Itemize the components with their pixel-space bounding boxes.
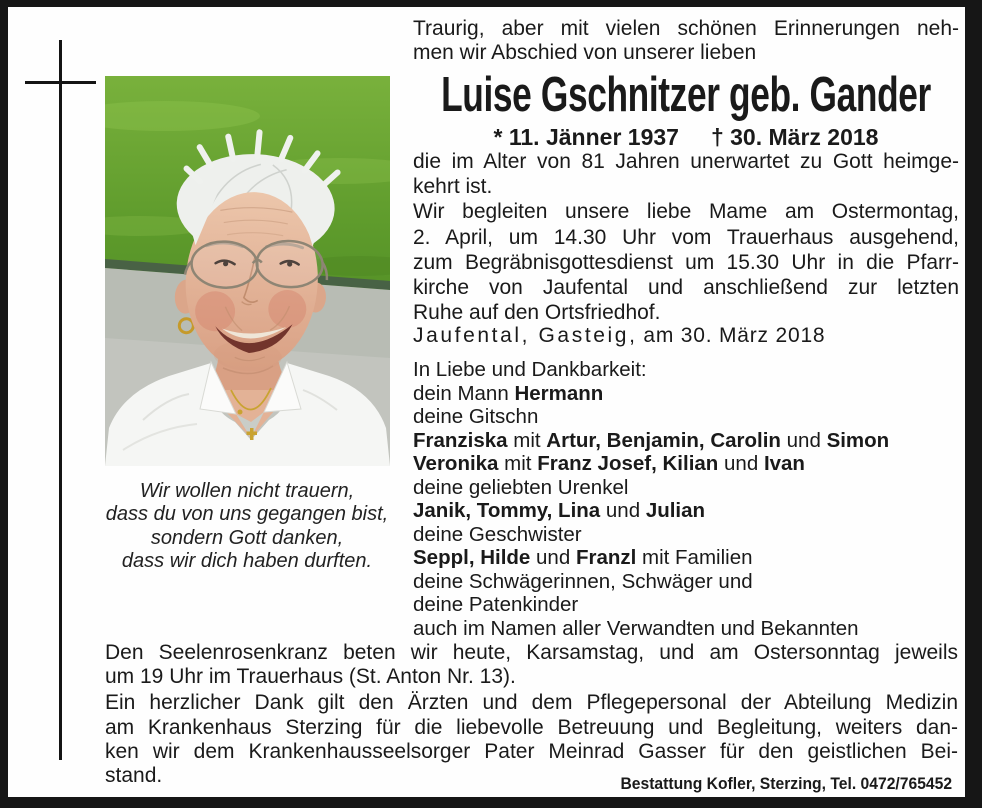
cross-icon [59,40,62,760]
announcement-line: kirche von Jaufental und anschließend zur letzten [413,276,959,300]
mourner-line [413,429,959,453]
mourner-name: Franziska [413,428,508,452]
mourner-name: Franz Josef, Kilian [537,452,719,475]
mourner-text: und [600,499,646,522]
mourner-text: deine Schwägerinnen, Schwäger und [413,569,753,593]
mourner-name: Janik, Tommy, Lina [413,499,601,522]
bottom-notices [105,641,958,788]
cross-icon-bar [25,81,96,84]
verse-line: dass wir dich haben durften. [121,549,373,572]
birth-death-dates [413,124,959,150]
paper-sheet [8,7,965,797]
mourner-line [413,523,959,547]
date: am 30. März 2018 [643,324,826,347]
funeral-home-credit: Bestattung Kofler, Sterzing, Tel. 0472/765452 [620,775,952,793]
announcement-line: Ruhe auf den Ortsfriedhof. [413,301,661,325]
mourner-name: Franzl [575,546,637,569]
mourner-text: mit Familien [636,546,753,569]
verse-line: sondern Gott danken, [150,526,344,549]
mourner-text: dein Mann [413,381,515,405]
mourner-line [413,476,959,500]
announcement-paragraph [413,149,959,325]
deceased-name-heading [413,70,959,122]
mourner-name: Seppl, Hilde [413,546,531,569]
thanks-notice [105,691,958,788]
mourner-line [413,405,959,429]
mourner-name: Artur, Benjamin, Carolin [546,428,781,452]
announcement-line: Wir begleiten unsere liebe Mame am Ostermontag, [413,200,959,224]
mourner-name: Simon [826,428,890,452]
mourner-line [413,546,959,570]
birth-date: * 11. Jänner 1937 [493,124,679,150]
mourner-text: auch im Namen aller Verwandten und Bekannten [413,616,859,640]
mourner-text: und [780,428,827,452]
mourner-text: deine Gitschn [413,405,539,428]
portrait-photo [105,76,390,466]
announcement-line: die im Alter von 81 Jahren unerwartet zu Gott heimge- [413,150,959,173]
mourner-text: mit [507,428,547,452]
notice-line: Den Seelenrosenkranz beten wir heute, Karsamstag, und am Ostersonntag jeweils [105,641,958,664]
mourner-line [413,570,959,594]
announcement-line: 2. April, um 14.30 Uhr vom Trauerhaus ausgehend, [413,225,959,249]
announcement-line: kehrt ist. [413,175,493,199]
mourner-text: mit [498,452,538,475]
mourner-line [413,593,959,617]
deceased-name: Luise Gschnitzer geb. Gander [441,68,931,122]
death-date: † 30. März 2018 [710,124,879,150]
verse-line: Wir wollen nicht trauern, [139,480,355,502]
place-dateline [413,324,959,348]
mourner-text: und [718,452,764,475]
mourner-line [413,452,959,476]
mourner-text: In Liebe und Dankbarkeit: [413,358,647,381]
notice-line: am Krankenhaus Sterzing für die liebevolle Betreuung und Begleitung, weiters dan- [105,715,958,739]
mourner-text: deine geliebten Urenkel [413,475,629,499]
mourner-name: Hermann [514,381,604,405]
mourner-text: deine Geschwister [413,522,582,546]
mourner-line [413,617,959,641]
mourner-text: deine Patenkinder [413,593,579,616]
mourners-list [413,358,959,640]
notice-line: Ein herzlicher Dank gilt den Ärzten und dem Pflegepersonal der Abteilung Medizin [105,691,958,715]
mourner-name: Ivan [763,452,805,475]
notice-line: ken wir dem Krankenhausseelsorger Pater Meinrad Gasser für den geistlichen Bei- [105,739,958,763]
memorial-verse [67,480,427,573]
intro-line: men wir Abschied von unserer lieben [413,41,757,64]
mourner-text: und [530,546,576,569]
mourner-line [413,382,959,406]
mourner-line [413,358,959,382]
place: Jaufental, Gasteig, [413,324,638,347]
mourner-line [413,499,959,523]
announcement-line: zum Begräbnisgottesdienst um 15.30 Uhr in die Pfarr- [413,250,959,274]
mourner-name: Julian [645,499,706,522]
verse-line: dass du von uns gegangen bist, [105,503,389,526]
notice-line: stand. [105,764,163,788]
mourner-name: Veronika [413,452,499,475]
rosary-notice [105,641,958,689]
notice-line: um 19 Uhr im Trauerhaus (St. Anton Nr. 13). [105,665,516,689]
intro-line: Traurig, aber mit vielen schönen Erinnerungen neh- [413,17,959,40]
intro-paragraph [413,17,959,65]
